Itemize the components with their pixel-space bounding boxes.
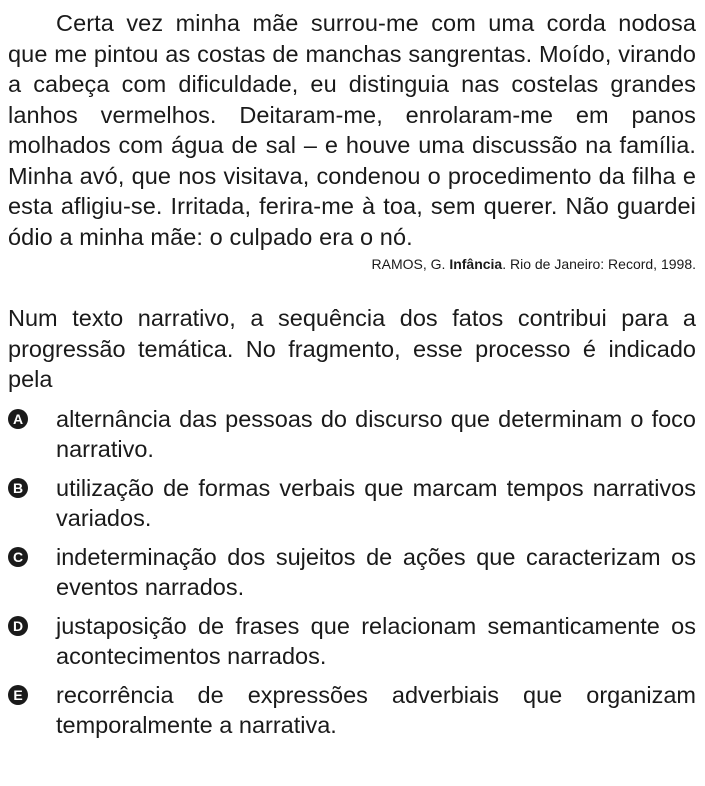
option-b[interactable]	[8, 473, 696, 534]
citation-title: Infância	[449, 256, 503, 272]
citation	[8, 255, 696, 273]
option-letter-e: E	[8, 685, 28, 705]
option-text-d: justaposição de frases que relacionam semanticamente os acontecimentos narrados.	[56, 612, 696, 669]
answer-options	[8, 404, 696, 741]
option-letter-d: D	[8, 616, 28, 636]
option-text-b: utilização de formas verbais que marcam tempos narrativos variados.	[56, 474, 696, 531]
option-letter-a: A	[8, 409, 28, 429]
option-text-c: indeterminação dos sujeitos de ações que caracterizam os eventos narrados.	[56, 543, 696, 600]
citation-author: RAMOS, G.	[371, 256, 450, 272]
option-c[interactable]	[8, 542, 696, 603]
option-a[interactable]	[8, 404, 696, 465]
option-d[interactable]	[8, 611, 696, 672]
question-stem: Num texto narrativo, a sequência dos fatos contribui para a progressão temática. No fragmento, esse processo é indicado pela	[8, 305, 696, 392]
option-text-a: alternância das pessoas do discurso que determinam o foco narrativo.	[56, 405, 696, 462]
question-page	[8, 8, 696, 749]
option-letter-b: B	[8, 478, 28, 498]
option-text-e: recorrência de expressões adverbiais que organizam temporalmente a narrativa.	[56, 681, 696, 738]
option-letter-c: C	[8, 547, 28, 567]
option-e[interactable]	[8, 680, 696, 741]
passage-text: Certa vez minha mãe surrou-me com uma corda nodosa que me pintou as costas de manchas sangrentas. Moído, virando a cabeça com dificuldade, eu distinguia nas costelas grandes lanhos vermelhos. Deitaram-me, enrolaram-me em panos molhados com água de sal – e houve uma discussão na família. Minha avó, que nos visitava, condenou o procedimento da filha e esta afligiu-se. Irritada, ferira-me à toa, sem querer. Não guardei ódio a minha mãe: o culpado era o nó.	[8, 10, 696, 250]
citation-publisher: . Rio de Janeiro: Record, 1998.	[502, 256, 696, 272]
